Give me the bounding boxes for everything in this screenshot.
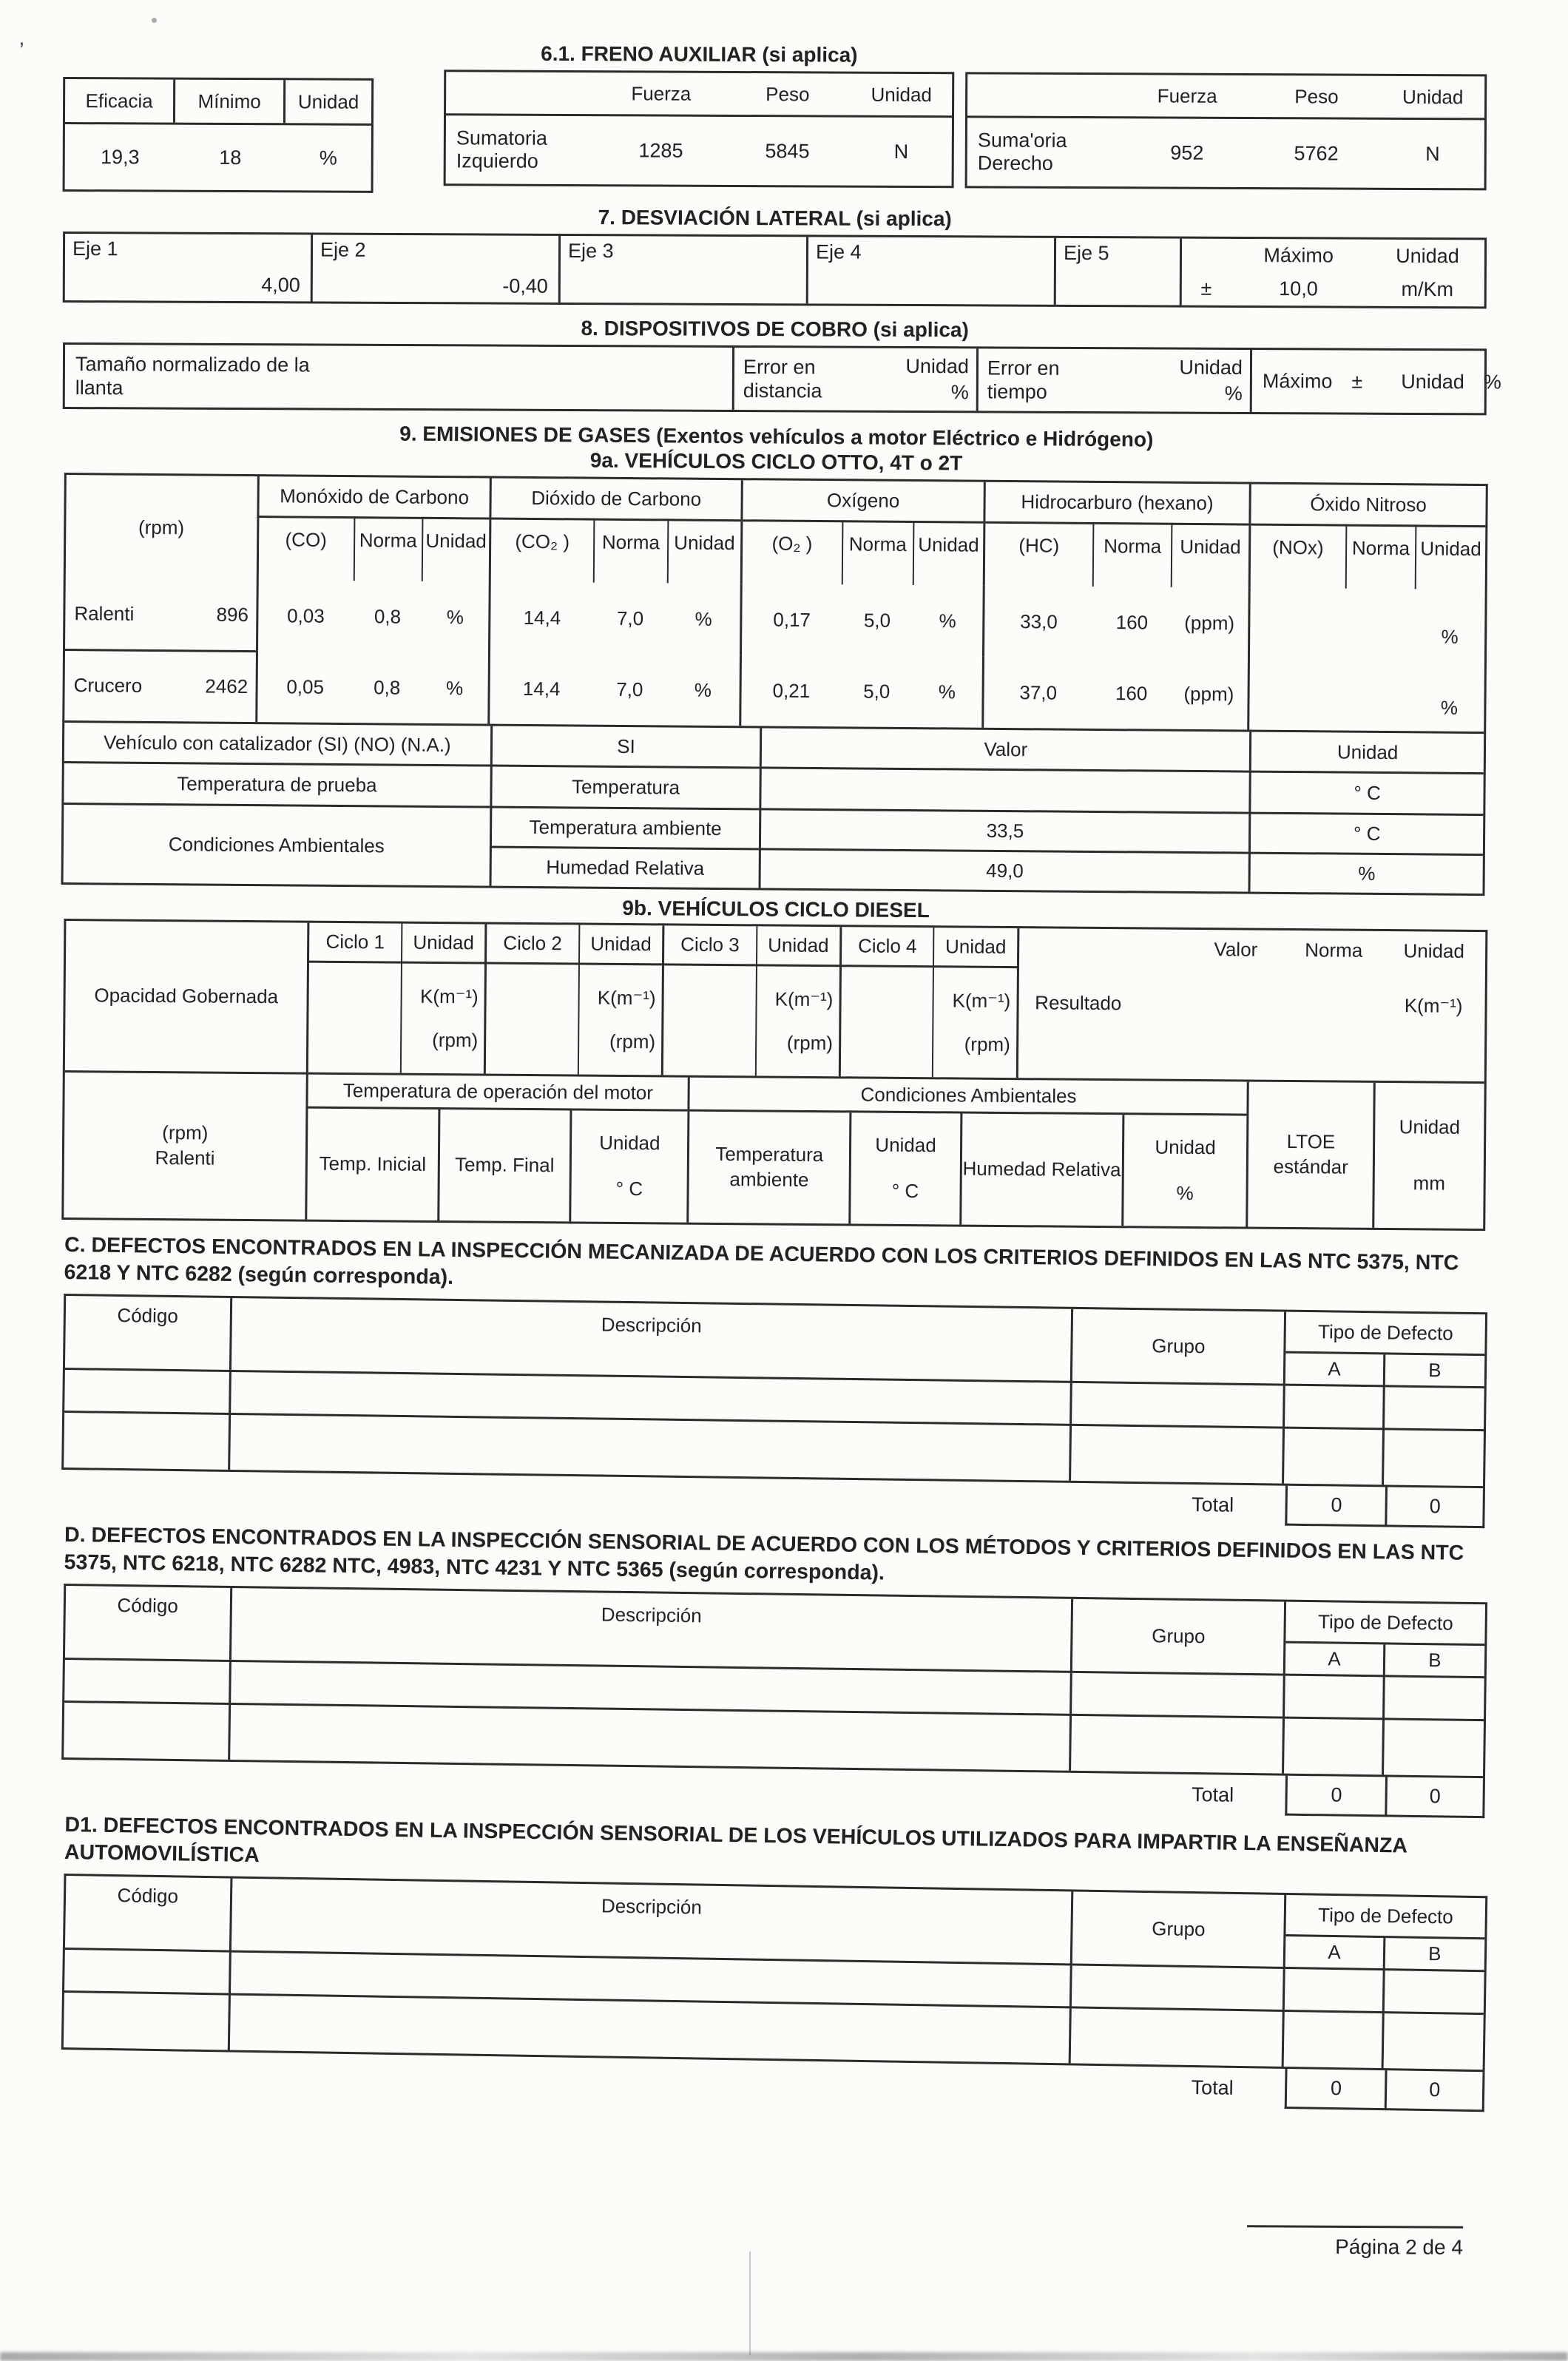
- temp-operacion-header: Temperatura de operación del motor: [306, 1075, 689, 1112]
- unidad-celsius-cell: Unidad ° C: [848, 1112, 960, 1224]
- tipo-defecto-header: Tipo de Defecto: [1286, 1895, 1486, 1939]
- section-emisiones-gases: [61, 416, 1489, 896]
- empty-cell: [1384, 1970, 1484, 2015]
- empty-cell: [1384, 1720, 1484, 1777]
- section-title-freno-auxiliar: 6.1. FRENO AUXILIAR (si aplica): [541, 41, 858, 67]
- humedad-unit: %: [1248, 852, 1483, 894]
- defecto-b-header: B: [1385, 1354, 1484, 1388]
- header-cell: Unidad: [1402, 85, 1464, 108]
- empty-cell: [64, 1370, 231, 1415]
- condiciones-ambientales-label: Condiciones Ambientales: [64, 803, 490, 886]
- otto-conditions-block: [64, 720, 1484, 894]
- empty-cell: [230, 1415, 1072, 1481]
- error-distancia-cell: Error en distancia Unidad %: [734, 348, 979, 411]
- group-header-hc: Hidrocarburo (hexano): [984, 482, 1250, 524]
- resultado-block: [1016, 928, 1485, 1081]
- value-cell: %: [319, 146, 337, 169]
- ltoe-label: LTOE estándar: [1246, 1082, 1373, 1228]
- total-a-value: 0: [1285, 1776, 1385, 1817]
- maximo-label: Máximo: [1263, 244, 1334, 267]
- opacidad-label: Opacidad Gobernada: [94, 984, 279, 1008]
- subheader-cell: (O₂ ): [741, 520, 842, 584]
- total-b-value: 0: [1385, 2070, 1485, 2112]
- grupo-header: Grupo: [1072, 1309, 1286, 1386]
- error-tiempo-cell: Error en tiempo Unidad %: [979, 348, 1252, 412]
- section-title-dispositivos-cobro: 8. DISPOSITIVOS DE COBRO (si aplica): [581, 317, 969, 342]
- ciclo-value: [661, 965, 756, 1075]
- ciclo-value: [484, 964, 578, 1074]
- defecto-b-header: B: [1385, 1645, 1484, 1679]
- page-footer: [1247, 2225, 1463, 2260]
- codigo-header: Código: [65, 1876, 232, 1953]
- humedad-label: Humedad Relativa: [959, 1114, 1122, 1226]
- rpm-value: 896: [216, 603, 249, 626]
- unidad-label: Unidad: [1396, 244, 1459, 268]
- unidad-kcell: K(m⁻¹) (rpm): [578, 965, 662, 1075]
- defecto-a-header: A: [1285, 1936, 1385, 1970]
- empty-cell: [1383, 2013, 1483, 2070]
- codigo-header: Código: [65, 1296, 232, 1372]
- unidad-kcell: K(m⁻¹) (rpm): [400, 964, 484, 1074]
- defects-table-d1: [61, 1874, 1488, 2072]
- empty-cell: [1285, 1676, 1385, 1720]
- temperatura-unit: ° C: [1249, 771, 1484, 814]
- descripcion-header: Descripción: [231, 1588, 1073, 1673]
- section-dispositivos-cobro: [63, 311, 1501, 415]
- catalizador-value: SI: [490, 726, 760, 767]
- maximo-cell: [1182, 239, 1489, 307]
- unidad-value: %: [950, 381, 969, 404]
- unidad-value: %: [1224, 382, 1243, 405]
- subheader-cell: Norma: [1346, 525, 1416, 590]
- maximo-label: Máximo: [1262, 369, 1333, 392]
- descripcion-header: Descripción: [231, 1298, 1073, 1383]
- empty-cell: [1285, 1969, 1385, 2013]
- unidad-kcell: K(m⁻¹) (rpm): [932, 967, 1016, 1078]
- subheader-cell: (CO): [257, 516, 354, 581]
- empty-cell: [1285, 1386, 1385, 1431]
- subheader-cell: Norma: [1093, 523, 1172, 587]
- header-cell: Fuerza: [1157, 84, 1217, 107]
- empty-cell: [1072, 1966, 1285, 2013]
- section-title-emisiones: 9. EMISIONES DE GASES (Exentos vehículos a motor Eléctrico e Hidrógeno): [399, 422, 1154, 451]
- valor-header: Valor: [760, 728, 1249, 770]
- header-cell: Eficacia: [65, 79, 175, 123]
- tipo-defecto-header: Tipo de Defecto: [1286, 1312, 1485, 1357]
- scan-speckle: ’: [19, 38, 24, 63]
- empty-cell: [1284, 1719, 1384, 1775]
- section-desviacion-lateral: [63, 200, 1487, 308]
- section-heading-c: C. DEFECTOS ENCONTRADOS EN LA INSPECCIÓN MECANIZADA DE ACUERDO CON LOS CRITERIOS DEFINIDOS EN LAS NTC 5375, NTC 6218 Y NTC 6282 (según corresponda).: [64, 1233, 1459, 1289]
- unidad-label: Unidad: [905, 354, 970, 378]
- section-title-desviacion-lateral: 7. DESVIACIÓN LATERAL (si aplica): [598, 206, 952, 231]
- rpm-header: (rpm): [138, 516, 185, 538]
- humedad-label: Humedad Relativa: [489, 846, 759, 888]
- unidad-label: Unidad: [1401, 370, 1464, 393]
- temp-ambiente-label: Temperatura ambiente: [687, 1112, 850, 1224]
- empty-cell: [1072, 1716, 1285, 1774]
- eje-cell: Eje 1 4,00: [65, 234, 313, 301]
- section-diesel: [61, 891, 1487, 1231]
- empty-cell: [64, 1993, 231, 2050]
- k-unit: K(m⁻¹): [1404, 993, 1463, 1017]
- sumatoria-izquierdo-table: [444, 70, 955, 188]
- ciclo-header: Ciclo 4: [839, 927, 933, 967]
- subheader-cell: Norma: [354, 517, 422, 581]
- condiciones-ambientales-header: Condiciones Ambientales: [688, 1078, 1247, 1116]
- temp-final-label: Temp. Final: [437, 1109, 570, 1221]
- grupo-header: Grupo: [1072, 1599, 1286, 1676]
- header-cell: Mínimo: [175, 80, 285, 124]
- otto-emissions-table: [61, 473, 1488, 896]
- value-cell: 1285: [638, 138, 683, 162]
- page-number-label: Página 2 de 4: [1335, 2235, 1464, 2259]
- defecto-a-header: A: [1285, 1644, 1385, 1678]
- value-cell: N: [1425, 142, 1440, 165]
- subheader-cell: Norma: [594, 519, 668, 584]
- dispositivos-cobro-table: [63, 342, 1501, 415]
- empty-cell: [1072, 1383, 1286, 1429]
- unidad-header: Unidad: [401, 924, 485, 965]
- empty-cell: [1071, 2009, 1285, 2067]
- eje-cell: Eje 2 -0,40: [313, 234, 561, 302]
- subheader-cell: Unidad: [667, 519, 741, 584]
- section-title-otto: 9a. VEHÍCULOS CICLO OTTO, 4T o 2T: [589, 448, 963, 475]
- spacer-cell: [967, 74, 1123, 116]
- plusminus: ±: [1200, 277, 1212, 300]
- value-cell: 952: [1170, 141, 1204, 164]
- section-freno-auxiliar: [63, 40, 1487, 197]
- scan-speckle: [152, 18, 157, 23]
- row-label: Sumatoria Izquierdo: [456, 126, 548, 172]
- temp-ambiente-value: 33,5: [759, 808, 1248, 851]
- header-cell: Peso: [1294, 84, 1339, 108]
- unidad-celsius-cell: Unidad ° C: [569, 1110, 687, 1222]
- header-cell: Fuerza: [631, 81, 692, 105]
- section-defectos-d1: [61, 1800, 1489, 2112]
- empty-cell: [64, 1660, 231, 1705]
- empty-cell: [64, 1703, 230, 1760]
- codigo-header: Código: [65, 1586, 232, 1662]
- norma-header: Norma: [1305, 938, 1363, 962]
- empty-cell: [64, 1413, 230, 1470]
- row-label: Suma'oria Derecho: [977, 129, 1067, 175]
- unidad-header: Unidad: [756, 926, 840, 967]
- scan-artifact-edge: [0, 2352, 1568, 2361]
- total-a-value: 0: [1285, 1486, 1385, 1527]
- temp-ambiente-unit: ° C: [1248, 812, 1483, 854]
- empty-cell: [1384, 1430, 1484, 1486]
- empty-cell: [64, 1950, 231, 1996]
- unidad-label: Unidad: [1179, 356, 1243, 379]
- value-cell: 5845: [765, 139, 810, 162]
- eficacia-table: [63, 77, 374, 193]
- value-cell: 18: [219, 146, 242, 169]
- empty-cell: [1072, 1673, 1286, 1719]
- subheader-cell: Norma: [842, 521, 913, 585]
- total-a-value: 0: [1285, 2069, 1385, 2110]
- value-cell: N: [893, 140, 909, 163]
- unidad-value: m/Km: [1401, 277, 1454, 301]
- section-title-diesel: 9b. VEHÍCULOS CICLO DIESEL: [622, 896, 930, 922]
- ciclo-header: Ciclo 2: [484, 924, 578, 965]
- ralenti-row: Ralenti 896 0,03 0,8 % 14,4 7,0 % 0,17 5,0 % 33,0 160 (ppm) %: [65, 578, 1485, 661]
- empty-cell: [1072, 1426, 1285, 1484]
- row-label: Crucero: [73, 674, 143, 698]
- header-cell: Unidad: [871, 83, 932, 106]
- group-header-co: Monóxido de Carbono: [258, 476, 491, 518]
- section-heading-d: D. DEFECTOS ENCONTRADOS EN LA INSPECCIÓN SENSORIAL DE ACUERDO CON LOS MÉTODOS Y CRITERIOS DEFINIDOS EN LAS NTC 5375, NTC 6218, NTC 6282 NTC, 4983, NTC 4231 Y NTC 5365 (según corresponda).: [64, 1523, 1464, 1585]
- defecto-b-header: B: [1385, 1938, 1484, 1972]
- subheader-cell: Unidad: [422, 518, 490, 582]
- diesel-table: [61, 919, 1487, 1231]
- crucero-row: Crucero 2462 0,05 0,8 % 14,4 7,0 % 0,21 5,0 % 37,0 160 (ppm) %: [64, 649, 1484, 732]
- header-cell: Unidad: [297, 89, 359, 113]
- defects-table-d: [61, 1584, 1487, 1778]
- maximo-cell: [1252, 350, 1501, 413]
- ciclo-header: Ciclo 1: [307, 923, 401, 964]
- valor-header: Valor: [1214, 937, 1258, 961]
- plusminus: ±: [1351, 370, 1363, 393]
- total-b-value: 0: [1385, 1777, 1485, 1819]
- section-defectos-d: [61, 1510, 1488, 1818]
- unidad-kcell: K(m⁻¹) (rpm): [754, 966, 839, 1076]
- tire-size-label: Tamaño normalizado de la llanta: [65, 345, 734, 410]
- temp-prueba-label: Temperatura de prueba: [64, 761, 490, 806]
- unidad-mm-cell: Unidad mm: [1372, 1083, 1484, 1229]
- subheader-cell: (NOx): [1249, 524, 1346, 589]
- empty-cell: [1385, 1387, 1484, 1431]
- value-cell: 5762: [1294, 141, 1339, 165]
- temp-ambiente-label: Temperatura ambiente: [490, 806, 760, 848]
- total-label: Total: [1191, 1493, 1234, 1516]
- resultado-label: Resultado: [1035, 990, 1122, 1014]
- total-label: Total: [1191, 1783, 1234, 1806]
- empty-cell: [1385, 1678, 1484, 1722]
- ciclo-value: [839, 967, 933, 1077]
- ciclo-header: Ciclo 3: [662, 925, 756, 966]
- group-header-co2: Dióxido de Carbono: [490, 479, 742, 521]
- eje-cell: Eje 3: [561, 236, 808, 303]
- defecto-a-header: A: [1285, 1354, 1385, 1388]
- subheader-cell: (CO₂ ): [490, 519, 595, 583]
- temperatura-value: [760, 766, 1249, 811]
- catalizador-label: Vehículo con catalizador (SI) (NO) (N.A.): [103, 730, 451, 756]
- desviacion-lateral-table: [63, 232, 1487, 308]
- scan-artifact-line: [749, 2252, 751, 2355]
- temperatura-label: Temperatura: [490, 765, 760, 808]
- unidad-pct-cell: Unidad %: [1121, 1115, 1247, 1226]
- group-header-o2: Oxígeno: [742, 480, 985, 522]
- empty-cell: [1284, 2012, 1384, 2068]
- row-label: Ralenti: [74, 601, 135, 625]
- descripcion-header: Descripción: [231, 1879, 1073, 1966]
- group-header-nox: Óxido Nitroso: [1250, 484, 1486, 527]
- rpm-value: 2462: [205, 675, 249, 698]
- section-defectos-c: [61, 1220, 1488, 1528]
- subheader-cell: Unidad: [1172, 524, 1250, 588]
- total-b-value: 0: [1385, 1487, 1485, 1529]
- tipo-defecto-header: Tipo de Defecto: [1286, 1602, 1485, 1646]
- temp-inicial-label: Temp. Inicial: [305, 1109, 438, 1220]
- unidad-header: Unidad: [578, 925, 663, 965]
- unidad-header: Unidad: [933, 928, 1017, 968]
- header-cell: Peso: [766, 82, 810, 105]
- sumatoria-derecho-table: [965, 72, 1487, 190]
- unidad-value: %: [1483, 370, 1501, 393]
- empty-cell: [230, 1705, 1072, 1771]
- subheader-cell: (HC): [984, 522, 1093, 587]
- eje-cell: Eje 5: [1056, 238, 1182, 305]
- total-label: Total: [1191, 2075, 1234, 2099]
- rpm-ralenti-label: (rpm) Ralenti: [155, 1121, 215, 1169]
- value-cell: 19,3: [100, 145, 140, 168]
- empty-cell: [1284, 1429, 1384, 1485]
- unidad-header: Unidad: [1249, 732, 1484, 772]
- spacer-cell: [446, 72, 598, 114]
- ciclo-value: [306, 963, 401, 1073]
- subheader-cell: Unidad: [1416, 525, 1486, 590]
- subheader-cell: Unidad: [913, 521, 984, 586]
- defects-table-c: [61, 1294, 1487, 1488]
- eje-cell: Eje 4: [808, 237, 1056, 304]
- section-heading-d1: D1. DEFECTOS ENCONTRADOS EN LA INSPECCIÓN SENSORIAL DE LOS VEHÍCULOS UTILIZADOS PARA IMPARTIR LA ENSEÑANZA AUTOMOVILÍSTICA: [64, 1813, 1408, 1868]
- humedad-value: 49,0: [759, 848, 1248, 891]
- grupo-header: Grupo: [1072, 1892, 1286, 1970]
- maximo-value: 10,0: [1279, 277, 1318, 300]
- unidad-header: Unidad: [1403, 939, 1465, 962]
